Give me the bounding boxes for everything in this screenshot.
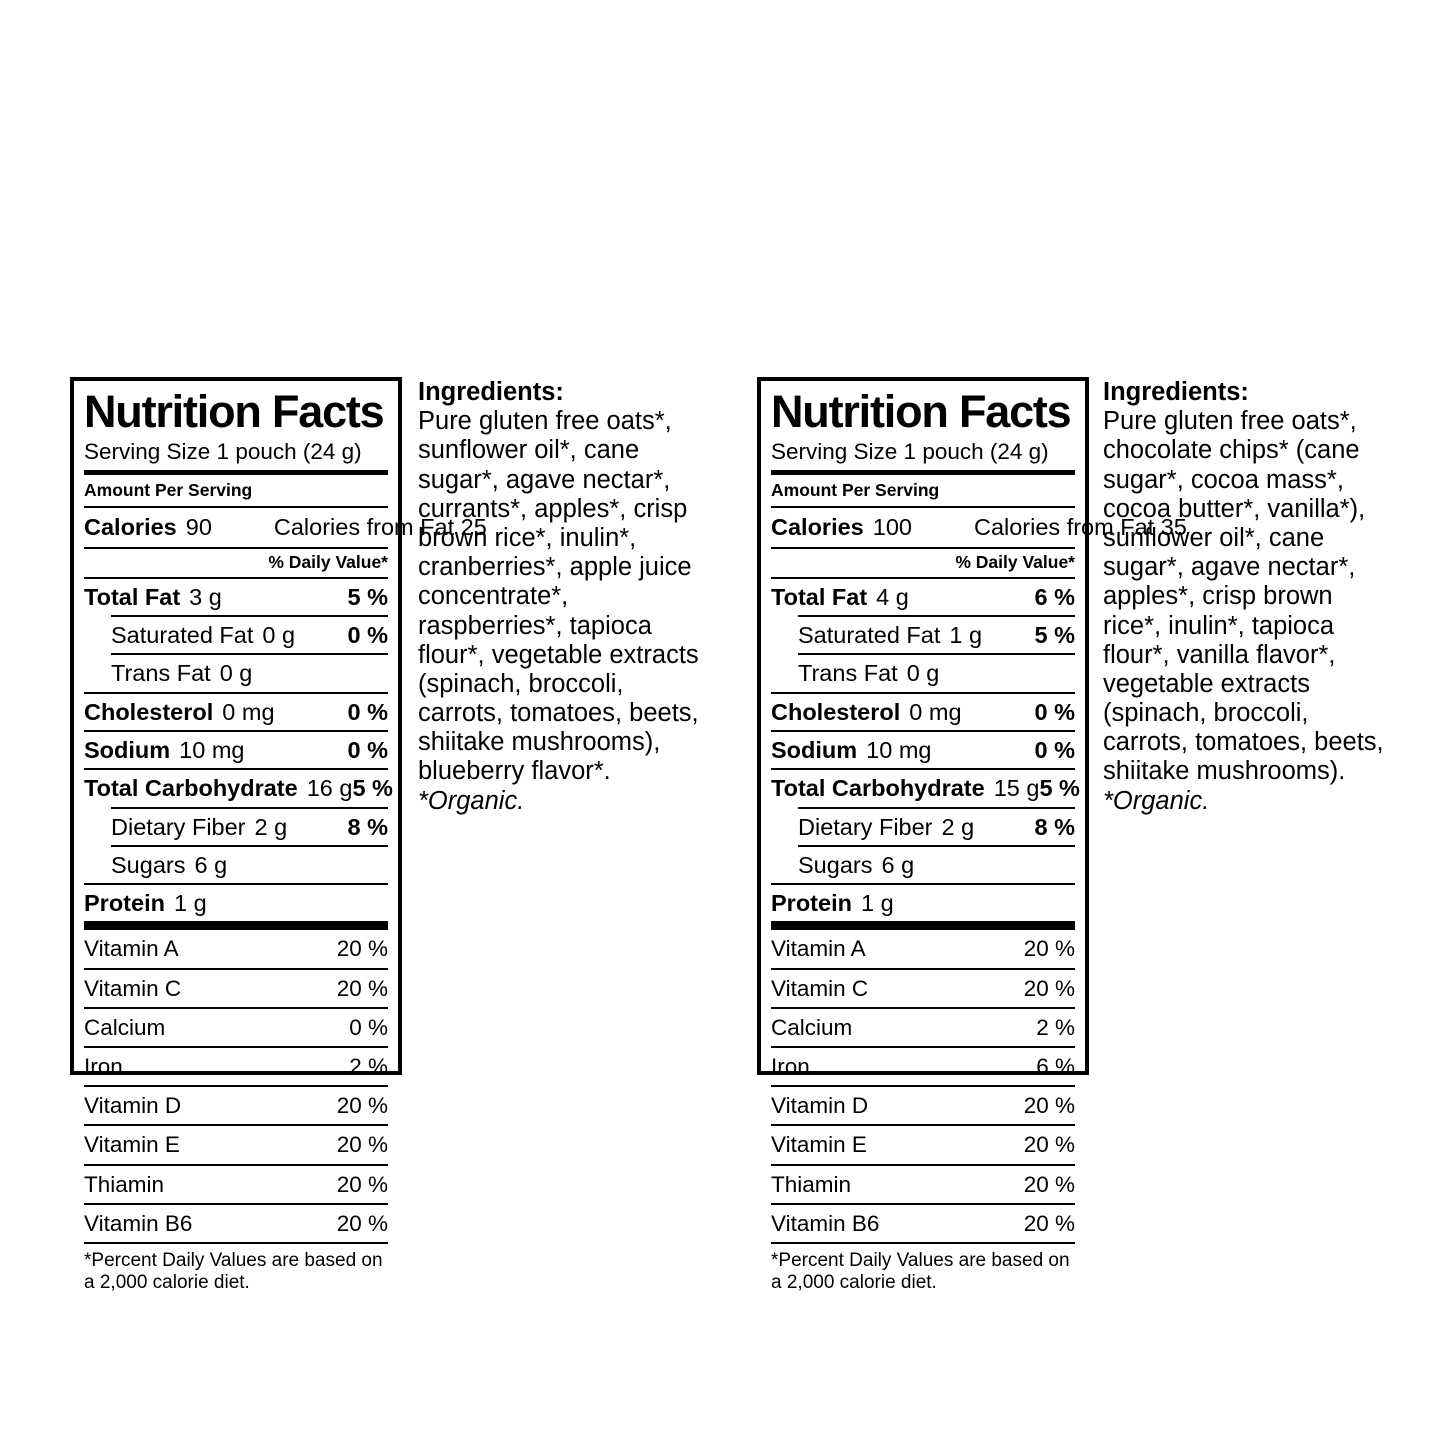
vitamin-name: Vitamin E [771, 1132, 867, 1158]
vitamin-row-vitamin-c [771, 970, 1075, 1007]
serving-size: Serving Size 1 pouch (24 g) [84, 438, 362, 464]
calories-row [84, 508, 487, 546]
vitamin-name: Vitamin C [771, 975, 869, 1001]
vitamin-name: Calcium [771, 1014, 853, 1040]
vitamin-name: Vitamin C [84, 975, 182, 1001]
ingredients-text: Pure gluten free oats*, chocolate chips* (cane sugar*, cocoa mass*, cocoa butter*, vanilla*), sunflower oil*, cane sugar*, agave nectar*, apples*, crisp brown rice*, inulin*, tapioca flour*, vanilla flavor*, vegetable extracts (spinach, broccoli, carrots, tomatoes, beets, shiitake mushrooms). [1103, 407, 1384, 786]
ingredients-block-2 [1103, 378, 1385, 816]
nutrient-row-total-fat [771, 579, 1075, 615]
vitamin-name: Iron [771, 1054, 810, 1080]
vitamin-row-vitamin-b6 [771, 1205, 1075, 1242]
nutrient-name: Saturated Fat [111, 621, 254, 648]
nutrient-value: 2 g [254, 813, 288, 840]
vitamin-row-vitamin-e [84, 1126, 388, 1163]
nutrient-name: Total Fat [84, 583, 181, 610]
vitamin-daily-value: 20 % [336, 975, 388, 1001]
vitamin-row-vitamin-c [84, 970, 388, 1007]
nutrient-row-trans-fat [771, 655, 1075, 691]
vitamin-row-vitamin-a [771, 930, 1075, 967]
vitamin-row-vitamin-d [84, 1087, 388, 1124]
vitamin-daily-value: 20 % [1023, 1132, 1075, 1158]
calories-from-fat: Calories from Fat 35 [973, 514, 1187, 541]
nutrient-row-dietary-fiber [771, 809, 1075, 845]
nutrient-value: 2 g [941, 813, 975, 840]
nutrient-row-dietary-fiber [84, 809, 388, 845]
vitamin-daily-value: 2 % [349, 1054, 388, 1080]
vitamin-row-vitamin-d [771, 1087, 1075, 1124]
vitamin-daily-value: 20 % [1023, 936, 1075, 962]
nutrient-row-cholesterol [84, 694, 388, 730]
nutrient-value: 1 g [173, 890, 207, 917]
daily-value-header: % Daily Value* [955, 551, 1075, 572]
nutrient-name: Protein [771, 890, 852, 917]
ingredients-heading: Ingredients: [418, 378, 564, 406]
vitamin-name: Vitamin A [84, 936, 179, 962]
nutrient-daily-value: 8 % [1034, 813, 1075, 840]
nutrient-name: Dietary Fiber [111, 813, 246, 840]
calories-label: Calories [84, 514, 177, 541]
rule-above-vitamins [771, 921, 1075, 930]
nutrient-daily-value: 0 % [347, 698, 388, 725]
nutrient-name: Trans Fat [111, 660, 211, 687]
nutrient-row-protein [84, 885, 388, 921]
nutrient-name: Sugars [111, 851, 186, 878]
vitamin-daily-value: 20 % [336, 1210, 388, 1236]
nutrient-value: 1 g [860, 890, 894, 917]
nutrient-row-protein [771, 885, 1075, 921]
ingredients-heading: Ingredients: [1103, 378, 1249, 406]
vitamin-row-vitamin-e [771, 1126, 1075, 1163]
vitamin-row-iron [84, 1048, 388, 1085]
vitamin-daily-value: 20 % [336, 1093, 388, 1119]
nutrient-value: 10 mg [179, 736, 245, 763]
nutrient-value: 16 g [306, 775, 353, 802]
vitamin-name: Vitamin A [771, 936, 866, 962]
nutrient-value: 0 g [262, 621, 296, 648]
panel-title: Nutrition Facts [84, 386, 384, 437]
vitamin-daily-value: 20 % [1023, 1210, 1075, 1236]
daily-value-footnote: *Percent Daily Values are based on a 2,000 calorie diet. [771, 1249, 1070, 1294]
vitamin-daily-value: 20 % [336, 1171, 388, 1197]
nutrient-value: 0 g [906, 660, 940, 687]
vitamin-daily-value: 0 % [349, 1014, 388, 1040]
vitamin-daily-value: 20 % [1023, 1171, 1075, 1197]
vitamin-row-calcium [84, 1009, 388, 1046]
vitamin-daily-value: 20 % [1023, 1093, 1075, 1119]
vitamin-name: Vitamin D [771, 1093, 869, 1119]
vitamin-daily-value: 2 % [1036, 1014, 1075, 1040]
ingredients-block-1 [418, 378, 700, 816]
nutrient-daily-value: 8 % [347, 813, 388, 840]
nutrient-daily-value: 0 % [1034, 736, 1075, 763]
vitamin-daily-value: 20 % [336, 1132, 388, 1158]
vitamin-name: Vitamin B6 [771, 1210, 880, 1236]
nutrient-name: Saturated Fat [798, 621, 941, 648]
nutrient-name: Total Carbohydrate [84, 775, 298, 802]
nutrient-value: 3 g [189, 583, 222, 610]
vitamin-name: Vitamin E [84, 1132, 180, 1158]
nutrient-daily-value: 5 % [1034, 621, 1075, 648]
vitamin-row-thiamin [84, 1166, 388, 1203]
nutrient-name: Cholesterol [771, 698, 901, 725]
nutrient-name: Sugars [798, 851, 873, 878]
nutrient-daily-value: 0 % [347, 736, 388, 763]
nutrient-row-saturated-fat [771, 617, 1075, 653]
vitamin-row-iron [771, 1048, 1075, 1085]
nutrient-name: Trans Fat [798, 660, 898, 687]
panel-title: Nutrition Facts [771, 386, 1071, 437]
nutrient-value: 6 g [194, 851, 228, 878]
vitamin-name: Vitamin D [84, 1093, 182, 1119]
nutrient-daily-value: 6 % [1034, 583, 1075, 610]
nutrient-name: Dietary Fiber [798, 813, 933, 840]
nutrient-daily-value: 5 % [347, 583, 388, 610]
organic-note: *Organic. [418, 786, 525, 815]
nutrient-row-sugars [771, 847, 1075, 883]
nutrient-value: 4 g [876, 583, 909, 610]
nutrient-row-sodium [771, 732, 1075, 768]
nutrient-daily-value: 0 % [347, 621, 388, 648]
nutrient-name: Cholesterol [84, 698, 214, 725]
vitamin-daily-value: 20 % [1023, 975, 1075, 1001]
vitamin-name: Thiamin [84, 1171, 165, 1197]
vitamin-name: Vitamin B6 [84, 1210, 193, 1236]
calories-value: 100 [872, 514, 912, 541]
ingredients-text: Pure gluten free oats*, sunflower oil*, cane sugar*, agave nectar*, currants*, apples*, crisp brown rice*, inulin*, cranberries*, apple juice concentrate*, raspberries*, tapioca flour*, vegetable extracts (spinach, broccoli, carrots, tomatoes, beets, shiitake mushrooms), blueberry flavor*. [418, 407, 699, 786]
nutrient-daily-value: 5 % [1039, 775, 1080, 802]
nutrient-value: 1 g [949, 621, 983, 648]
nutrient-name: Sodium [771, 736, 858, 763]
nutrient-row-total-carbohydrate [84, 770, 393, 806]
rule-above-vitamins [84, 921, 388, 930]
vitamin-name: Calcium [84, 1014, 166, 1040]
calories-value: 90 [185, 514, 212, 541]
daily-value-footnote: *Percent Daily Values are based on a 2,000 calorie diet. [84, 1249, 383, 1294]
nutrient-value: 0 mg [909, 698, 962, 725]
nutrient-row-sugars [84, 847, 388, 883]
nutrient-value: 15 g [993, 775, 1040, 802]
nutrient-name: Total Carbohydrate [771, 775, 985, 802]
organic-note: *Organic. [1103, 786, 1210, 815]
nutrient-value: 0 mg [222, 698, 275, 725]
nutrient-value: 6 g [881, 851, 915, 878]
vitamin-row-thiamin [771, 1166, 1075, 1203]
nutrient-name: Sodium [84, 736, 171, 763]
nutrient-name: Total Fat [771, 583, 868, 610]
calories-row [771, 508, 1187, 546]
vitamin-row-calcium [771, 1009, 1075, 1046]
vitamin-row-vitamin-a [84, 930, 388, 967]
vitamin-name: Iron [84, 1054, 123, 1080]
nutrient-row-cholesterol [771, 694, 1075, 730]
nutrient-row-saturated-fat [84, 617, 388, 653]
nutrient-row-sodium [84, 732, 388, 768]
serving-size: Serving Size 1 pouch (24 g) [771, 438, 1049, 464]
nutrient-row-total-carbohydrate [771, 770, 1080, 806]
nutrient-row-trans-fat [84, 655, 388, 691]
vitamin-daily-value: 6 % [1036, 1054, 1075, 1080]
nutrient-row-total-fat [84, 579, 388, 615]
amount-per-serving-label: Amount Per Serving [771, 480, 940, 501]
nutrient-name: Protein [84, 890, 165, 917]
vitamin-row-vitamin-b6 [84, 1205, 388, 1242]
nutrient-daily-value: 0 % [1034, 698, 1075, 725]
calories-from-fat: Calories from Fat 25 [273, 514, 487, 541]
calories-label: Calories [771, 514, 864, 541]
nutrient-value: 10 mg [866, 736, 932, 763]
vitamin-name: Thiamin [771, 1171, 852, 1197]
amount-per-serving-label: Amount Per Serving [84, 480, 253, 501]
daily-value-header: % Daily Value* [268, 551, 388, 572]
vitamin-daily-value: 20 % [336, 936, 388, 962]
nutrient-value: 0 g [219, 660, 253, 687]
nutrient-daily-value: 5 % [352, 775, 393, 802]
